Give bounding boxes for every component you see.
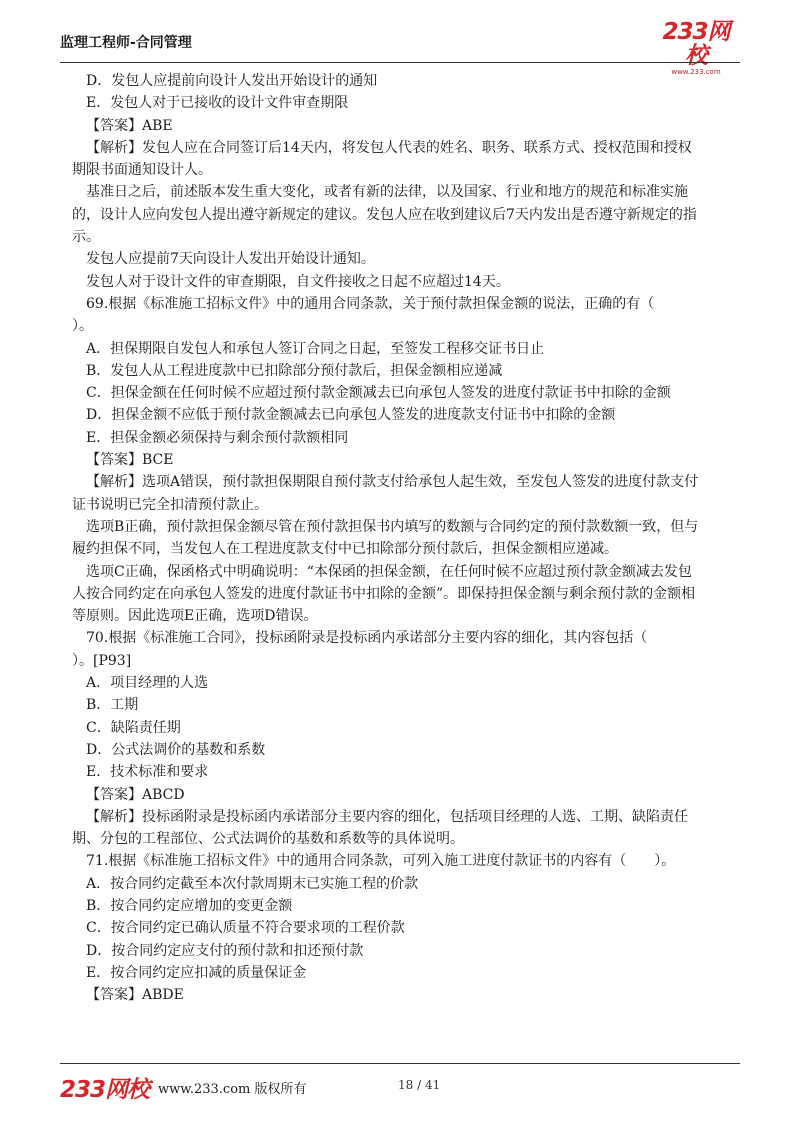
- analysis-line: 发包人对于设计文件的审查期限，自文件接收之日起不应超过14天。: [86, 273, 510, 290]
- analysis-line: 证书说明已完全扣清预付款止。: [72, 496, 268, 513]
- footer-copyright: www.233.com 版权所有: [158, 1082, 307, 1097]
- analysis-line: 履约担保不同，当发包人在工程进度款支付中已扣除部分预付款后，担保金额相应递减。: [72, 541, 618, 558]
- analysis-line: 【解析】发包人应在合同签订后14天内，将发包人代表的姓名、职务、联系方式、授权范围和授权: [86, 139, 692, 156]
- document-body: [72, 70, 738, 1006]
- analysis-line: 选项B正确，预付款担保金额尽管在预付款担保书内填写的数额与合同约定的预付款数额一致，但与: [86, 518, 699, 535]
- option-line: B．按合同约定应增加的变更金额: [86, 897, 293, 914]
- question-line: ）。[P93]: [72, 652, 132, 669]
- analysis-line: 示。: [72, 229, 100, 246]
- analysis-line: 发包人应提前7天向设计人发出开始设计通知。: [86, 251, 375, 268]
- analysis-line: 【解析】选项A错误，预付款担保期限自预付款支付给承包人起生效，至发包人签发的进度付款支付: [86, 474, 699, 491]
- option-line: A．项目经理的人选: [86, 675, 209, 692]
- option-line: B．发包人从工程进度款中已扣除部分预付款后，担保金额相应递减: [86, 362, 503, 379]
- logo-text: 233网校: [662, 19, 730, 69]
- option-line: E．担保金额必须保持与剩余预付款额相同: [86, 429, 349, 446]
- option-line: A．按合同约定截至本次付款周期末已实施工程的价款: [86, 875, 419, 892]
- option-line: C．缺陷责任期: [86, 719, 181, 736]
- page-number: 18 / 41: [398, 1078, 441, 1092]
- brand-logo: [652, 19, 740, 76]
- analysis-line: 基准日之后，前述版本发生重大变化，或者有新的法律，以及国家、行业和地方的规范和标准实施: [86, 184, 688, 201]
- analysis-line: 期限书面通知设计人。: [72, 162, 212, 179]
- answer-line: 【答案】ABDE: [86, 987, 184, 1004]
- question-line: 69.根据《标准施工招标文件》中的通用合同条款，关于预付款担保金额的说法，正确的有（: [86, 295, 655, 312]
- option-line: E．发包人对于已接收的设计文件审查期限: [86, 95, 349, 112]
- document-title: 监理工程师-合同管理: [60, 35, 192, 51]
- option-line: B．工期: [86, 697, 139, 714]
- page-header: [60, 14, 740, 76]
- option-line: E．技术标准和要求: [86, 764, 209, 781]
- analysis-line: 选项C正确，保函格式中明确说明：“本保函的担保金额，在任何时候不应超过预付款金额减去发包: [86, 563, 692, 580]
- option-line: C．按合同约定已确认质量不符合要求项的工程价款: [86, 920, 405, 937]
- option-line: C．担保金额在任何时候不应超过预付款金额减去已向承包人签发的进度付款证书中扣除的金额: [86, 385, 671, 402]
- option-line: D．公式法调价的基数和系数: [86, 741, 266, 758]
- option-line: D．担保金额不应低于预付款金额减去已向承包人签发的进度款支付证书中扣除的金额: [86, 407, 616, 424]
- question-line: 70.根据《标准施工合同》，投标函附录是投标函内承诺部分主要内容的细化，其内容包括（: [86, 630, 648, 647]
- logo-url: www.233.com: [671, 68, 721, 76]
- analysis-line: 期、分包的工程部位、公式法调价的基数和系数等的具体说明。: [72, 831, 464, 848]
- analysis-line: 等原则。因此选项E正确，选项D错误。: [72, 608, 318, 625]
- option-line: D．发包人应提前向设计人发出开始设计的通知: [86, 73, 378, 89]
- option-line: D．按合同约定应支付的预付款和扣还预付款: [86, 942, 364, 959]
- analysis-line: 【解析】投标函附录是投标函内承诺部分主要内容的细化，包括项目经理的人选、工期、缺陷责任: [86, 808, 688, 825]
- option-line: A．担保期限自发包人和承包人签订合同之日起，至签发工程移交证书日止: [86, 340, 545, 357]
- analysis-line: 的，设计人应向发包人提出遵守新规定的建议。发包人应在收到建议后7天内发出是否遵守新规定的指: [72, 206, 697, 223]
- footer-divider: [60, 1063, 740, 1064]
- analysis-line: 人按合同约定在向承包人签发的进度付款证书中扣除的金额”。即保持担保金额与剩余预付款的金额相: [72, 585, 696, 602]
- header-divider: [60, 62, 740, 63]
- option-line: E．按合同约定应扣减的质量保证金: [86, 964, 307, 981]
- answer-line: 【答案】BCE: [86, 452, 174, 469]
- page-footer: [60, 1068, 740, 1108]
- footer-logo: 233网校: [60, 1077, 150, 1103]
- question-line: 71.根据《标准施工招标文件》中的通用合同条款，可列入施工进度付款证书的内容有（ ）。: [86, 853, 676, 870]
- answer-line: 【答案】ABCD: [86, 786, 185, 803]
- answer-line: 【答案】ABE: [86, 117, 173, 134]
- question-line: ）。: [72, 318, 93, 335]
